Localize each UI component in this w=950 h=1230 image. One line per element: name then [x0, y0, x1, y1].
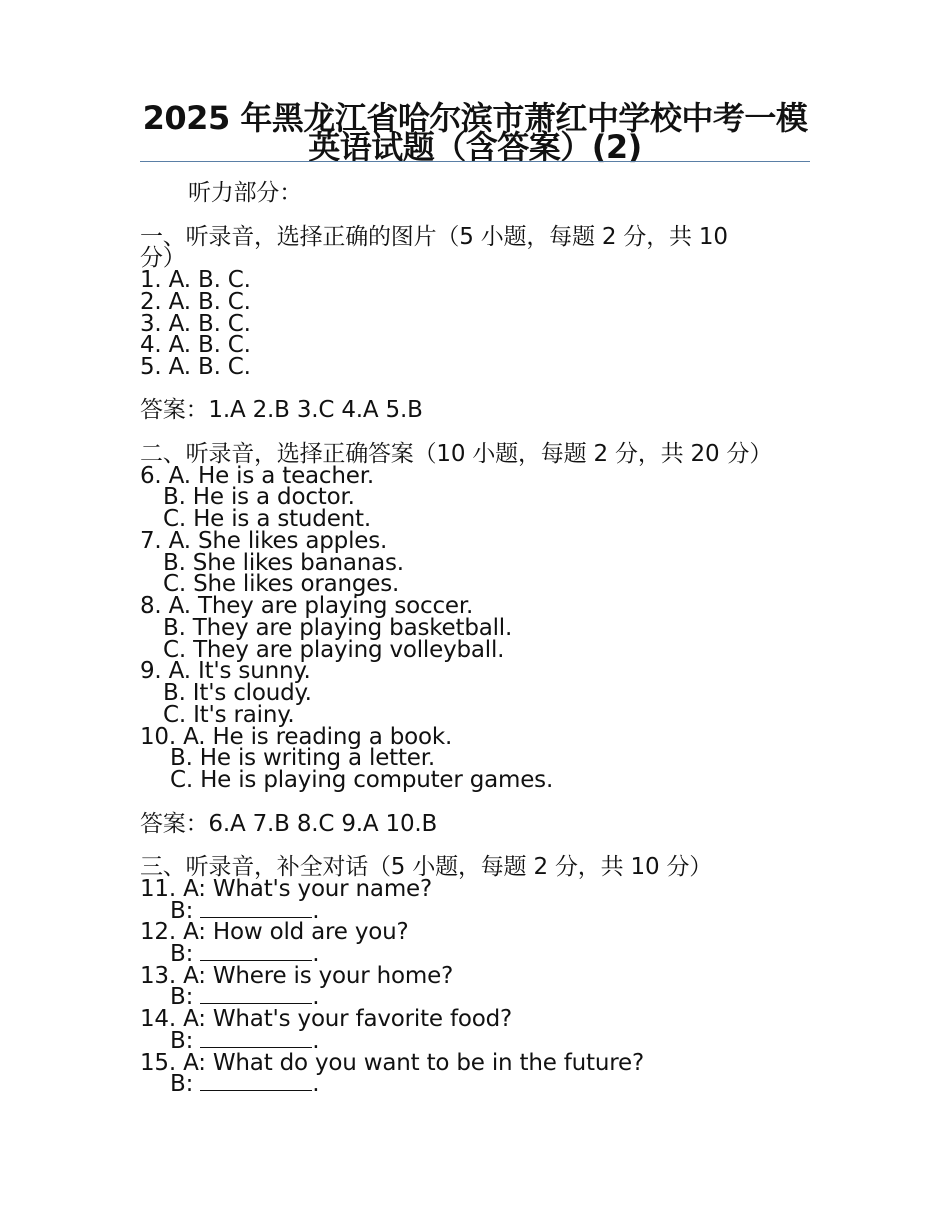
section1-item: 2. A. B. C. — [140, 289, 251, 315]
section3-heading: 三、听录音，补全对话（5 小题，每题 2 分，共 10 分） — [140, 854, 713, 880]
document-title: 2025 年黑龙江省哈尔滨市萧红中学校中考一模英语试题（含答案）(2) — [142, 99, 808, 166]
question-7-option-a: 7. A. She likes apples. — [140, 528, 388, 554]
response-prefix: B: — [170, 898, 201, 924]
response-prefix: B: — [170, 1028, 201, 1054]
response-suffix: . — [312, 984, 320, 1010]
question-8-option-c: C. They are playing volleyball. — [163, 637, 505, 663]
section1-item: 1. A. B. C. — [140, 267, 251, 293]
question-14-prompt: 14. A: What's your favorite food? — [140, 1006, 513, 1032]
question-7-option-b: B. She likes bananas. — [163, 550, 404, 576]
section2-heading: 二、听录音，选择正确答案（10 小题，每题 2 分，共 20 分） — [140, 441, 773, 467]
section1-heading: 一、听录音，选择正确的图片（5 小题，每题 2 分，共 10 — [140, 224, 728, 250]
question-9-option-c: C. It's rainy. — [163, 702, 295, 728]
answer-blank — [200, 987, 312, 1004]
question-8-option-b: B. They are playing basketball. — [163, 615, 513, 641]
question-10-option-c: C. He is playing computer games. — [170, 767, 554, 793]
question-13-prompt: 13. A: Where is your home? — [140, 963, 454, 989]
question-10-option-b: B. He is writing a letter. — [170, 745, 435, 771]
question-15-response — [140, 1071, 320, 1097]
section1-item: 4. A. B. C. — [140, 332, 251, 358]
answer-blank — [200, 1031, 312, 1048]
answer-blank — [200, 901, 312, 918]
section1-item: 5. A. B. C. — [140, 354, 251, 380]
response-prefix: B: — [170, 1071, 201, 1097]
response-suffix: . — [312, 941, 320, 967]
question-7-option-c: C. She likes oranges. — [163, 571, 400, 597]
section1-answer: 答案：1.A 2.B 3.C 4.A 5.B — [140, 397, 423, 423]
section2-answer: 答案：6.A 7.B 8.C 9.A 10.B — [140, 811, 438, 837]
title-underline — [140, 161, 810, 162]
question-6-option-c: C. He is a student. — [163, 506, 371, 532]
question-9-option-b: B. It's cloudy. — [163, 680, 312, 706]
question-11-prompt: 11. A: What's your name? — [140, 876, 432, 902]
question-10-option-a: 10. A. He is reading a book. — [140, 724, 453, 750]
answer-blank — [200, 1074, 312, 1091]
response-suffix: . — [312, 1028, 320, 1054]
question-12-prompt: 12. A: How old are you? — [140, 919, 409, 945]
response-prefix: B: — [170, 984, 201, 1010]
question-6-option-a: 6. A. He is a teacher. — [140, 463, 374, 489]
question-15-prompt: 15. A: What do you want to be in the future? — [140, 1050, 644, 1076]
question-6-option-b: B. He is a doctor. — [163, 484, 355, 510]
intro-label: 听力部分： — [188, 180, 303, 206]
section1-item: 3. A. B. C. — [140, 311, 251, 337]
section1-heading-cont: 分） — [140, 245, 186, 271]
question-9-option-a: 9. A. It's sunny. — [140, 658, 311, 684]
response-prefix: B: — [170, 941, 201, 967]
response-suffix: . — [312, 898, 320, 924]
response-suffix: . — [312, 1071, 320, 1097]
answer-blank — [200, 944, 312, 961]
question-8-option-a: 8. A. They are playing soccer. — [140, 593, 474, 619]
